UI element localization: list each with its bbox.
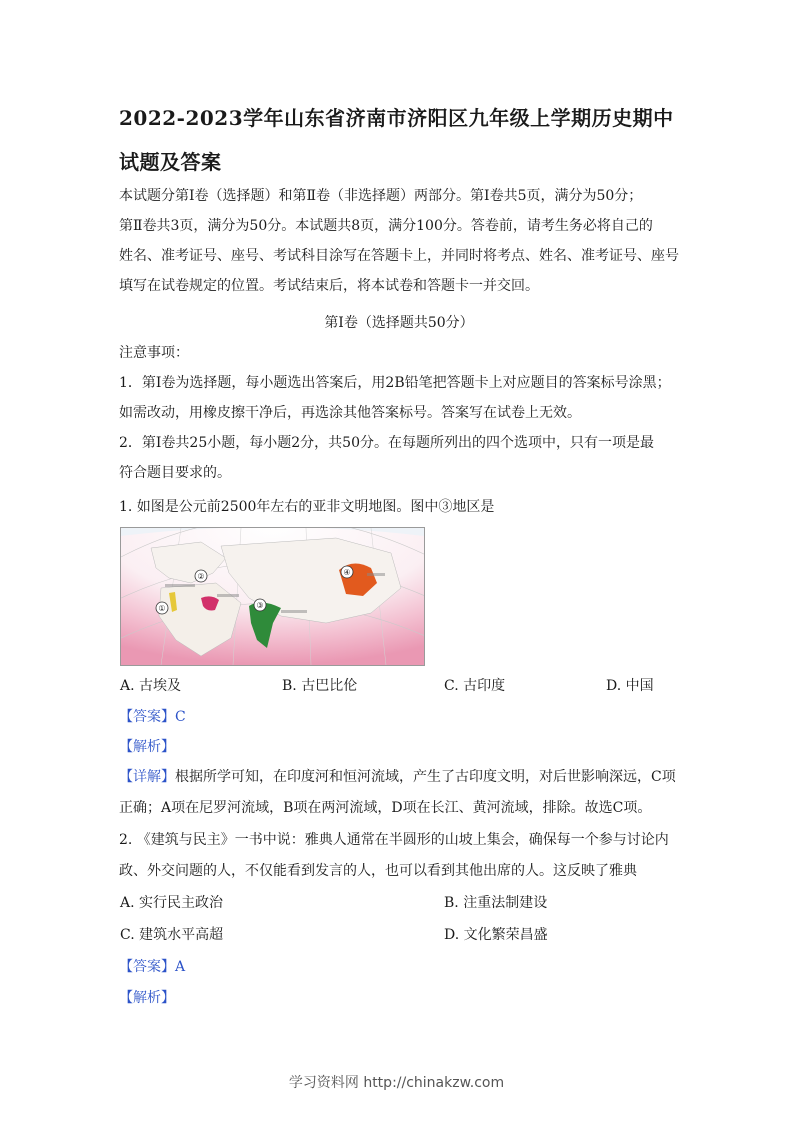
question-2-stem-line-2: 政、外交问题的人，不仅能看到发言的人，也可以看到其他出席的人。这反映了雅典 <box>119 863 637 879</box>
map-marker-1: ① <box>158 604 166 613</box>
note-line: 1．第Ⅰ卷为选择题，每小题选出答案后，用2B铅笔把答题卡上对应题目的答案标号涂黑； <box>119 375 671 391</box>
q2-analysis-label: 【解析】 <box>119 990 175 1006</box>
q1-option-d: D. 中国 <box>606 678 654 694</box>
page-footer: 学习资料网 http://chinakzw.com <box>288 1075 505 1091</box>
q2-option-a: A. 实行民主政治 <box>120 895 224 911</box>
q2-option-c: C. 建筑水平高超 <box>120 927 224 943</box>
q1-analysis-label: 【解析】 <box>119 739 175 755</box>
section-title: 第Ⅰ卷（选择题共50分） <box>324 315 474 331</box>
q1-detail-text: 根据所学可知，在印度河和恒河流域，产生了古印度文明，对后世影响深远，C项 <box>175 769 676 785</box>
intro-line: 本试题分第Ⅰ卷（选择题）和第Ⅱ卷（非选择题）两部分。第Ⅰ卷共5页，满分为50分； <box>119 188 643 204</box>
q2-option-b: B. 注重法制建设 <box>444 895 548 911</box>
document-title-line-2: 试题及答案 <box>119 150 222 174</box>
intro-line: 填写在试卷规定的位置。考试结束后，将本试卷和答题卡一并交回。 <box>119 278 539 294</box>
map-marker-3: ③ <box>256 601 264 610</box>
intro-line: 姓名、准考证号、座号、考试科目涂写在答题卡上，并同时将考点、姓名、准考证号、座号 <box>119 248 679 264</box>
question-2-stem-line-1: 2. 《建筑与民主》一书中说：雅典人通常在半圆形的山坡上集会，确保每一个参与讨论内 <box>119 832 669 848</box>
q1-answer: 【答案】C <box>119 709 186 725</box>
q1-option-c: C. 古印度 <box>444 678 506 694</box>
ancient-civilizations-map <box>120 527 425 666</box>
q1-option-b: B. 古巴比伦 <box>282 678 358 694</box>
intro-line: 第Ⅱ卷共3页，满分为50分。本试题共8页，满分100分。答卷前，请考生务必将自己的 <box>119 218 653 234</box>
question-1-stem: 1. 如图是公元前2500年左右的亚非文明地图。图中③地区是 <box>119 499 495 515</box>
note-line: 如需改动，用橡皮擦干净后，再选涂其他答案标号。答案写在试卷上无效。 <box>119 405 581 421</box>
q1-detail-label: 【详解】 <box>119 769 175 785</box>
q1-detail-line-1 <box>119 767 679 787</box>
document-title-line-1: 2022-2023学年山东省济南市济阳区九年级上学期历史期中 <box>119 106 674 130</box>
map-marker-2: ② <box>197 572 205 581</box>
q1-option-a: A. 古埃及 <box>120 678 182 694</box>
map-illustration <box>121 528 424 665</box>
note-line: 2．第Ⅰ卷共25小题，每小题2分，共50分。在每题所列出的四个选项中，只有一项是最 <box>119 435 654 451</box>
notes-heading: 注意事项： <box>119 345 189 361</box>
q2-option-d: D. 文化繁荣昌盛 <box>444 927 548 943</box>
note-line: 符合题目要求的。 <box>119 465 231 481</box>
q1-detail-line-2: 正确；A项在尼罗河流域，B项在两河流域，D项在长江、黄河流域，排除。故选C项。 <box>119 800 652 816</box>
q2-answer: 【答案】A <box>119 959 186 975</box>
map-marker-4: ④ <box>343 568 351 577</box>
